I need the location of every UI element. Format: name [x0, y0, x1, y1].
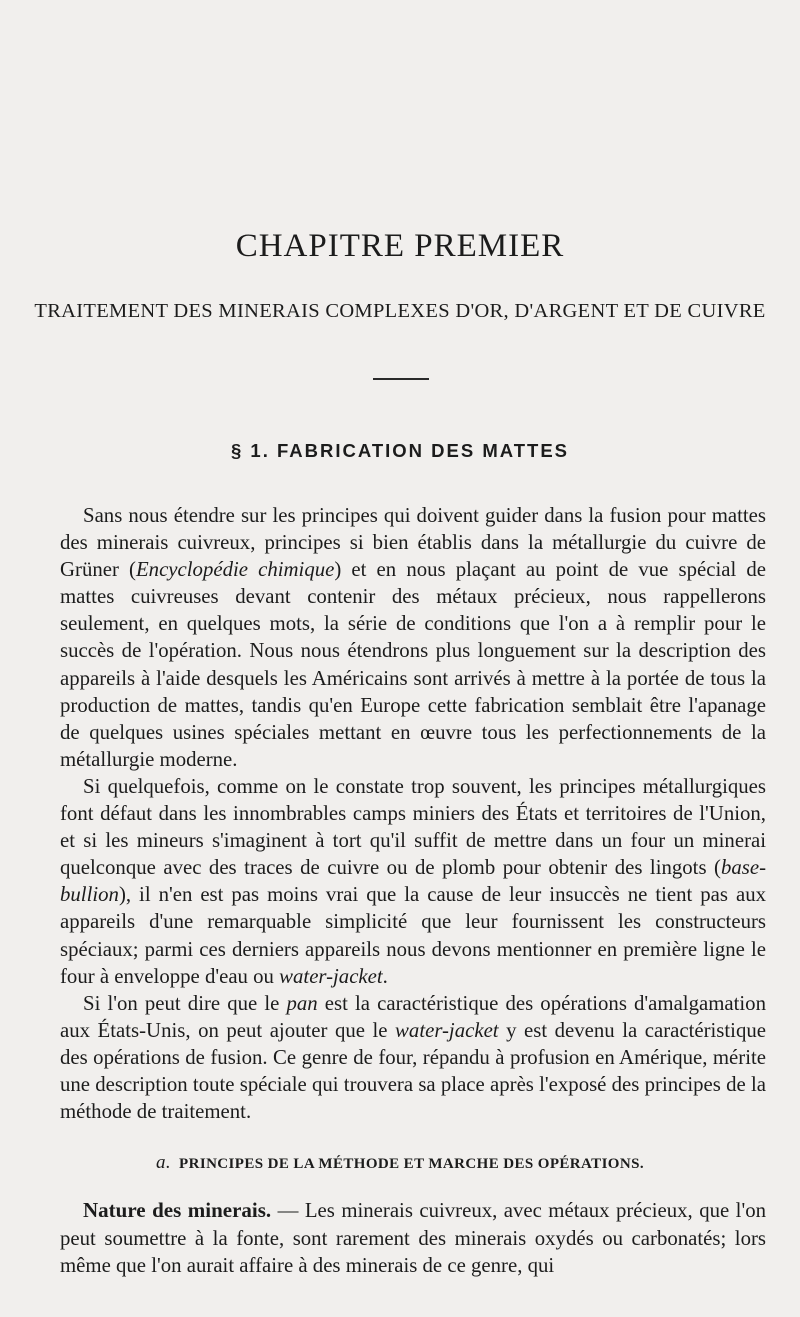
- paragraph-4: [60, 1197, 766, 1280]
- divider-rule: [373, 378, 429, 380]
- run-in-heading: Nature des minerais.: [83, 1198, 272, 1222]
- paragraph-2-italic-1: base-bullion: [60, 856, 766, 907]
- paragraph-1-italic: Encyclopédie chimique: [135, 558, 335, 582]
- paragraph-2: [60, 773, 766, 990]
- paragraph-2-text-c: .: [382, 964, 388, 988]
- chapter-title: CHAPITRE PREMIER: [235, 228, 565, 264]
- subsection-heading: [0, 1152, 800, 1174]
- subsection-title: PRINCIPES DE LA MÉTHODE ET MARCHE DES OPÉRATIONS.: [179, 1156, 644, 1172]
- paragraph-2-italic-2: water-jacket: [279, 964, 383, 988]
- paragraph-1-text-a: Sans nous étendre sur les principes qui doivent guider dans la fusion pour mattes des minerais cuivreux, principes si bien établis dans la métallurgie du cuivre de Grüner (: [60, 504, 766, 582]
- final-paragraph: [60, 1197, 766, 1280]
- chapter-subtitle: TRAITEMENT DES MINERAIS COMPLEXES D'OR, D'ARGENT ET DE CUIVRE: [34, 300, 766, 322]
- subsection-letter: a.: [155, 1152, 172, 1173]
- paragraph-4-text: — Les minerais cuivreux, avec métaux précieux, que l'on peut soumettre à la fonte, sont rarement des minerais oxydés ou carbonatés; lors même que l'on aurait affaire à des minerais de ce genre, qui: [60, 1199, 766, 1277]
- paragraph-2-text-b: ), il n'en est pas moins vrai que la cause de leur insuccès ne tient pas aux appareils d'une remarquable simplicité que leur fournissent les constructeurs spéciaux; parmi ces derniers appareils nous devons mentionner en première ligne le four à enveloppe d'eau ou: [60, 883, 766, 988]
- paragraph-2-text-a: Si quelquefois, comme on le constate trop souvent, les principes métallurgiques font défaut dans les innombrables camps miniers des États et territoires de l'Union, et si les mineurs s'imaginent à tort qu'il suffit de mettre dans un four un minerai quelconque avec des traces de cuivre ou de plomb pour obtenir des lingots (: [60, 774, 766, 880]
- paragraph-3: [60, 990, 766, 1125]
- paragraph-3-text-c: y est devenu la caractéristique des opérations de fusion. Ce genre de four, répandu à profusion en Amérique, mérite une description toute spéciale qui trouvera sa place après l'exposé des principes de la méthode de traitement.: [60, 1018, 766, 1124]
- paragraph-3-text-b: est la caractéristique des opérations d'amalgamation aux États-Unis, on peut ajouter que le: [60, 991, 766, 1042]
- paragraph-1-text-b: ) et en nous plaçant au point de vue spécial de mattes cuivreuses devant contenir des métaux précieux, nous rappellerons seulement, en quelques mots, la série de conditions que l'on a à remplir pour le succès de l'opération. Nous nous étendrons plus longuement sur la description des appareils à l'aide desquels les Américains sont arrivés à mettre à la portée de tous la production de mattes, tandis qu'en Europe cette fabrication semblait être l'apanage de quelques usines spéciales mettant en œuvre tous les perfectionnements de la métallurgie moderne.: [60, 558, 767, 771]
- section-heading: § 1. FABRICATION DES MATTES: [230, 440, 570, 461]
- body-text: [60, 502, 766, 1125]
- paragraph-3-italic-1: pan: [286, 991, 318, 1015]
- paragraph-3-text-a: Si l'on peut dire que le: [83, 991, 287, 1015]
- paragraph-1: [60, 502, 766, 773]
- paragraph-3-italic-2: water-jacket: [395, 1018, 499, 1042]
